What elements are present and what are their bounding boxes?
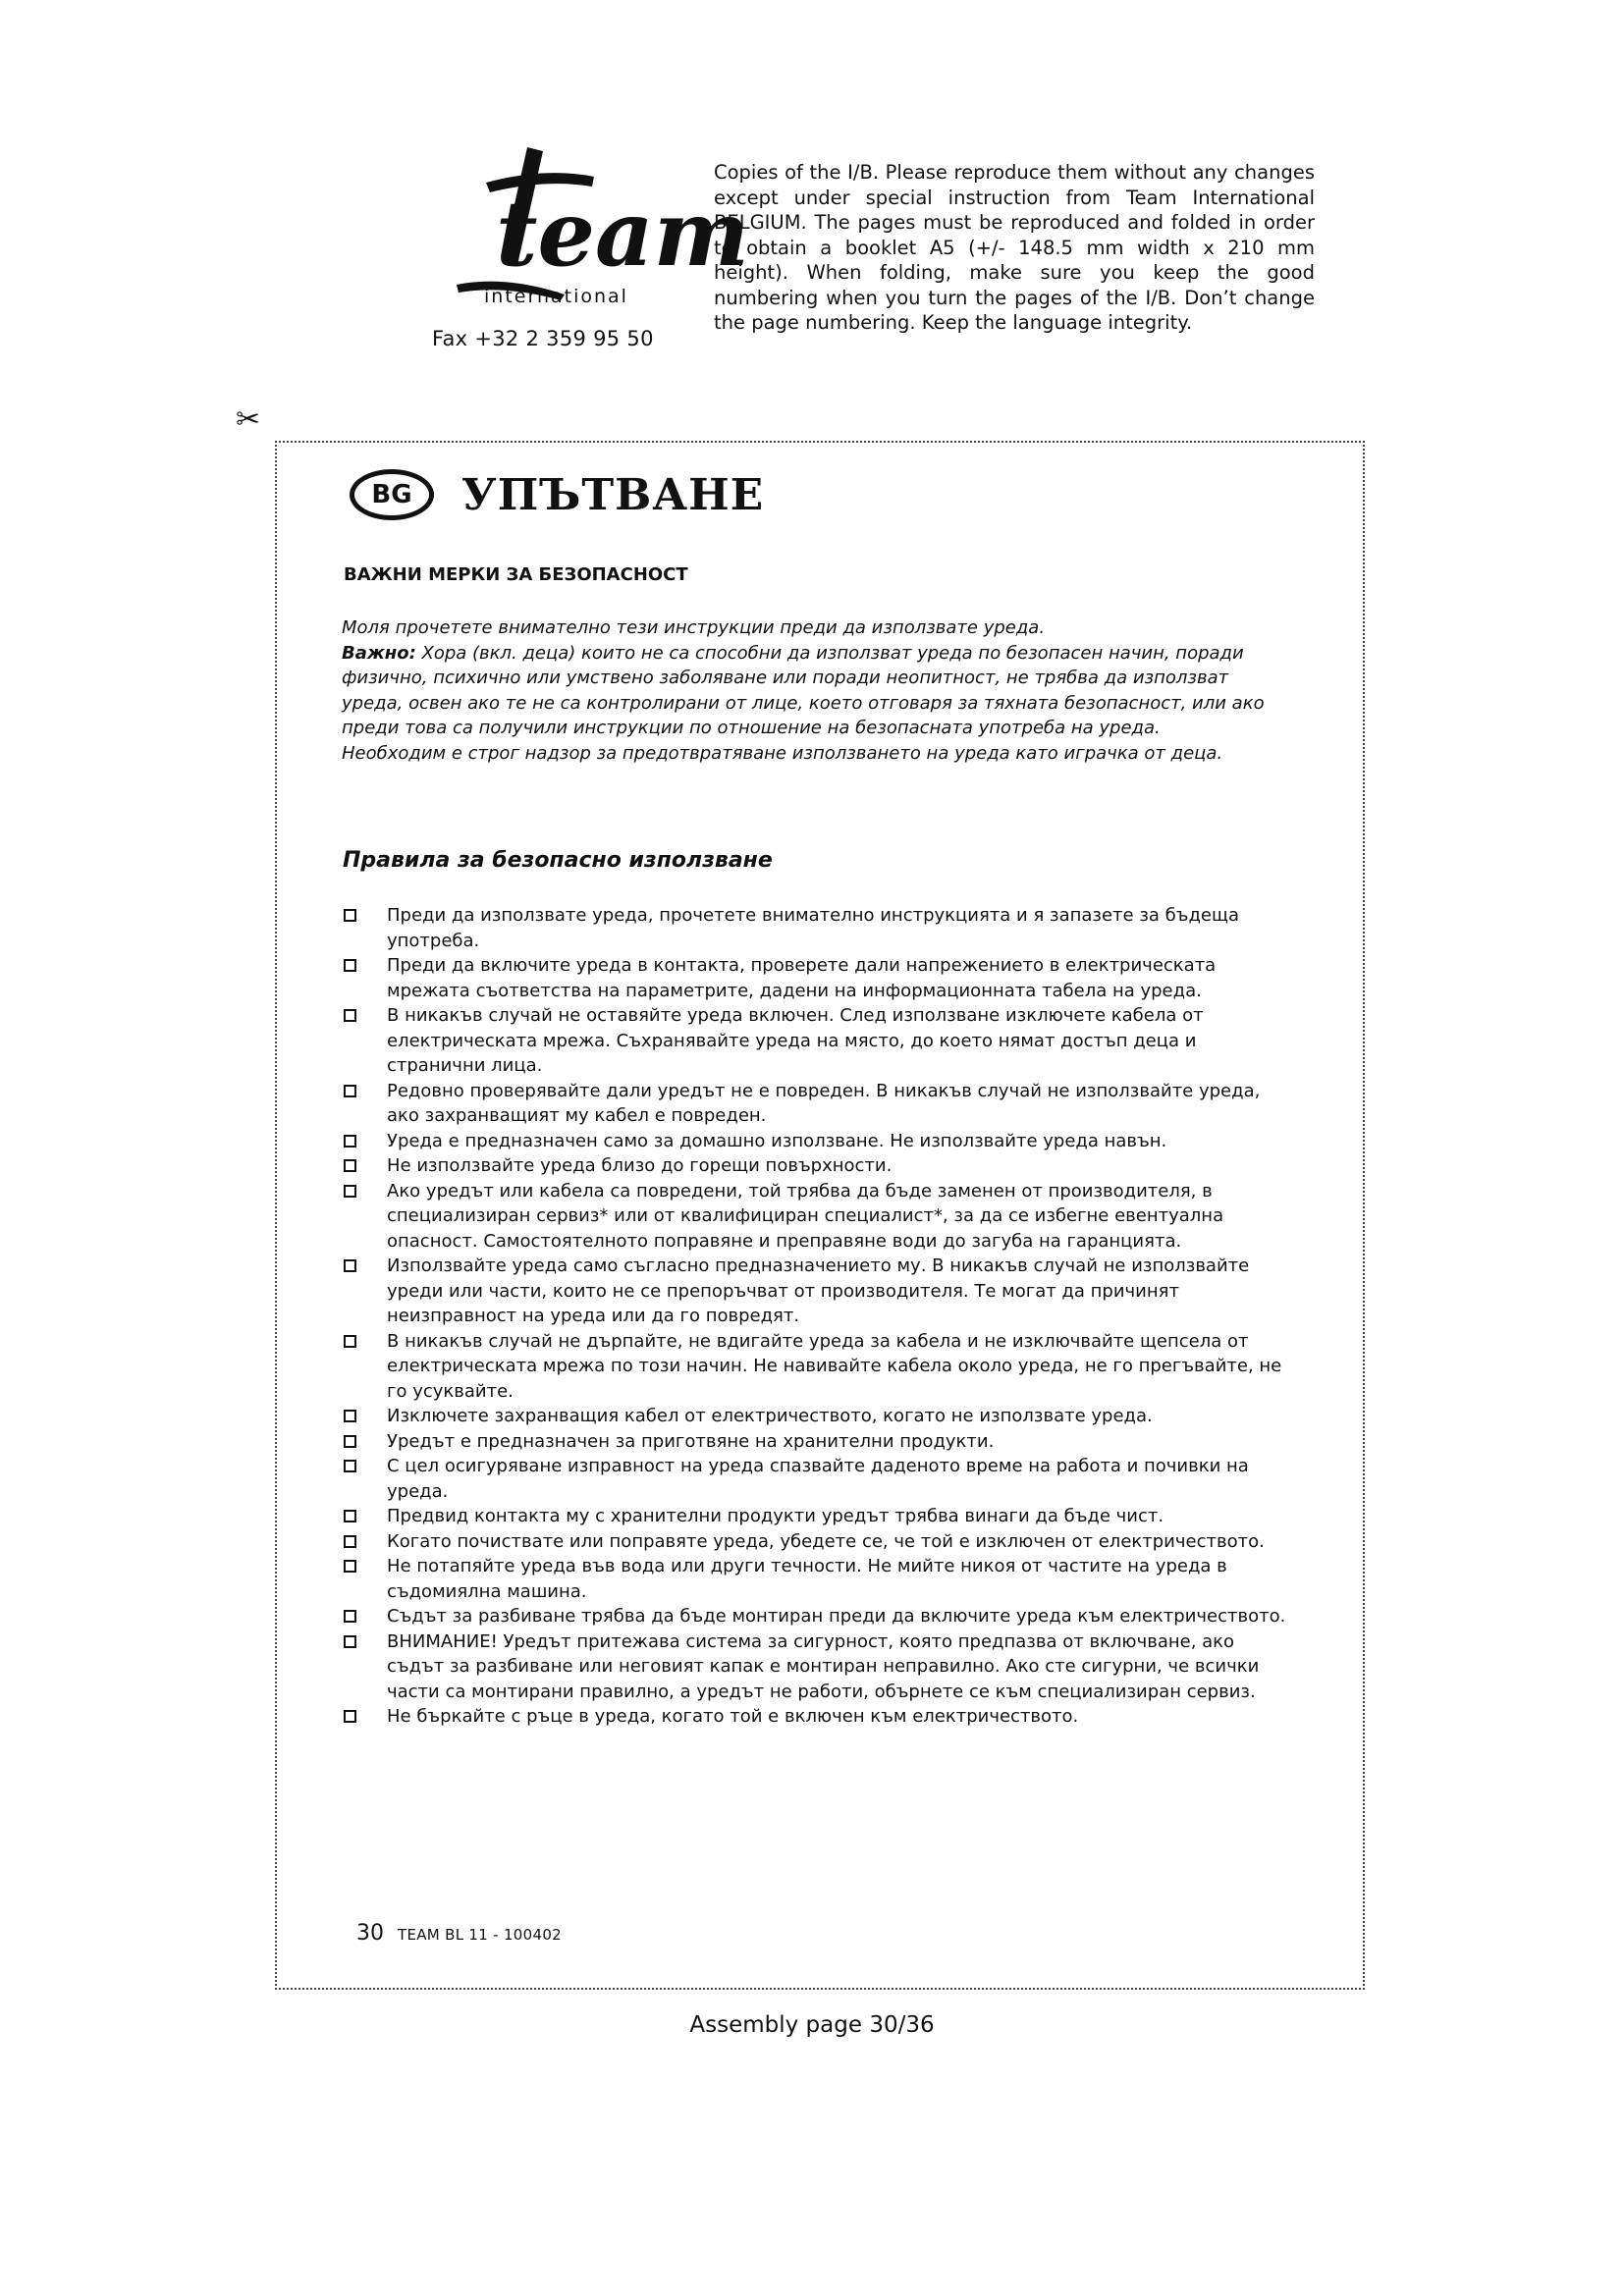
safety-rules-list [340,903,1292,1730]
booklet-page-footer [356,1921,562,1946]
list-item: Уредът е предназначен за приготвяне на хранителни продукти. [340,1429,1292,1455]
important-label: Важно: [342,642,416,664]
list-item: Преди да използвате уреда, прочетете внимателно инструкцията и я запазете за бъдеща употреба. [340,903,1292,953]
checkbox-bullet-icon [344,959,356,972]
manual-header [350,465,764,524]
reproduction-note: Copies of the I/B. Please reproduce them without any changes except under special instruction from Team International BELGIUM. The pages must be reproduced and folded in order to obtain a booklet A5 (+/- 148.5 mm width x 210 mm height). When folding, make sure you keep the good numbering when you turn the pages of the I/B. Don’t change the page numbering. Keep the language integrity. [714,161,1315,334]
list-item: Ако уредът или кабела са повредени, той трябва да бъде заменен от производителя, в специализиран сервиз* или от квалифициран специалист*, за да се избегне евентуална опасност. Самостоятелното поправяне и преправяне води до загуба на гаранцията. [340,1179,1292,1255]
fax-number: Fax +32 2 359 95 50 [432,327,654,350]
checkbox-bullet-icon [344,1635,356,1648]
intro-read-instructions: Моля прочетете внимателно тези инструкции преди да използвате уреда. [342,617,1046,638]
checkbox-bullet-icon [344,1259,356,1272]
checkbox-bullet-icon [344,1009,356,1022]
checkbox-bullet-icon [344,1710,356,1723]
checkbox-bullet-icon [344,1560,356,1573]
checkbox-bullet-icon [344,1159,356,1172]
list-item: Използвайте уреда само съгласно предназначението му. В никакъв случай не използвайте уреди или части, които не се препоръчват от производителя. Те могат да причинят неизправност на уреда или да го повредят. [340,1254,1292,1329]
list-item: Не използвайте уреда близо до горещи повърхности. [340,1153,1292,1179]
language-badge: BG [350,469,434,520]
list-item: В никакъв случай не оставяйте уреда включен. След използване изключете кабела от електрическата мрежа. Съхранявайте уреда на място, до което нямат достъп деца и странични лица. [340,1003,1292,1079]
list-item: Редовно проверявайте дали уредът не е повреден. В никакъв случай не използвайте уреда, ако захранващият му кабел е повреден. [340,1079,1292,1129]
list-item: С цел осигуряване изправност на уреда спазвайте даденото време на работа и почивки на уреда. [340,1454,1292,1504]
important-text: Хора (вкл. деца) които не са способни да използват уреда по безопасен начин, поради физично, психично или умствено заболяване или поради неопитност, не трябва да използват уреда, освен ако те не са контролирани от лице, което отговаря за тяхната безопасност, или ако преди това са получили инструкции по отношение на безопасната употреба на уреда. [342,642,1265,738]
list-item: Когато почиствате или поправяте уреда, убедете се, че той е изключен от електричеството. [340,1529,1292,1555]
list-item: Изключете захранващия кабел от електричеството, когато не използвате уреда. [340,1404,1292,1429]
logo-subtext: international [484,286,628,307]
checkbox-bullet-icon [344,1335,356,1348]
logo-wordmark: team [496,181,749,287]
document-reference: TEAM BL 11 - 100402 [398,1926,563,1944]
checkbox-bullet-icon [344,1435,356,1448]
checkbox-bullet-icon [344,1410,356,1422]
checkbox-bullet-icon [344,1535,356,1548]
checkbox-bullet-icon [344,1460,356,1472]
list-item: В никакъв случай не дърпайте, не вдигайте уреда за кабела и не изключвайте щепсела от електрическата мрежа по този начин. Не навивайте кабела около уреда, не го прегъвайте, не го усуквайте. [340,1329,1292,1405]
checkbox-bullet-icon [344,1185,356,1198]
checkbox-bullet-icon [344,1610,356,1623]
list-item: Не потапяйте уреда във вода или други течности. Не мийте никоя от частите на уреда в съдомиялна машина. [340,1554,1292,1604]
list-item: Съдът за разбиване трябва да бъде монтиран преди да включите уреда към електричеството. [340,1604,1292,1629]
assembly-page-label: Assembly page 30/36 [689,2012,935,2038]
manual-title: УПЪТВАНЕ [461,469,765,520]
supervision-note: Необходим е строг надзор за предотвратяване използването на уреда като играчка от деца. [342,742,1223,764]
list-item: ВНИМАНИЕ! Уредът притежава система за сигурност, която предпазва от включване, ако съдът за разбиване или неговият капак е монтиран неправилно. Ако сте сигурни, че всички части са монтирани правилно, а уредът не работи, обърнете се към специализиран сервиз. [340,1629,1292,1705]
safety-section-heading: ВАЖНИ МЕРКИ ЗА БЕЗОПАСНОСТ [344,564,688,585]
list-item: Предвид контакта му с хранителни продукти уредът трябва винаги да бъде чист. [340,1504,1292,1529]
scissors-icon: ✂ [236,402,261,437]
team-logo [447,147,749,312]
checkbox-bullet-icon [344,909,356,922]
team-logo-graphic [447,147,749,312]
checkbox-bullet-icon [344,1085,356,1097]
checkbox-bullet-icon [344,1135,356,1148]
safety-intro [342,615,1276,766]
list-item: Преди да включите уреда в контакта, проверете дали напрежението в електрическата мрежата съответства на параметрите, дадени на информационната табела на уреда. [340,953,1292,1003]
list-item: Не бъркайте с ръце в уреда, когато той е включен към електричеството. [340,1704,1292,1730]
checkbox-bullet-icon [344,1510,356,1522]
important-paragraph [342,641,1276,741]
list-item: Уреда е предназначен само за домашно използване. Не използвайте уреда навън. [340,1129,1292,1154]
safe-use-heading: Правила за безопасно използване [343,848,773,873]
page-number: 30 [356,1921,384,1946]
